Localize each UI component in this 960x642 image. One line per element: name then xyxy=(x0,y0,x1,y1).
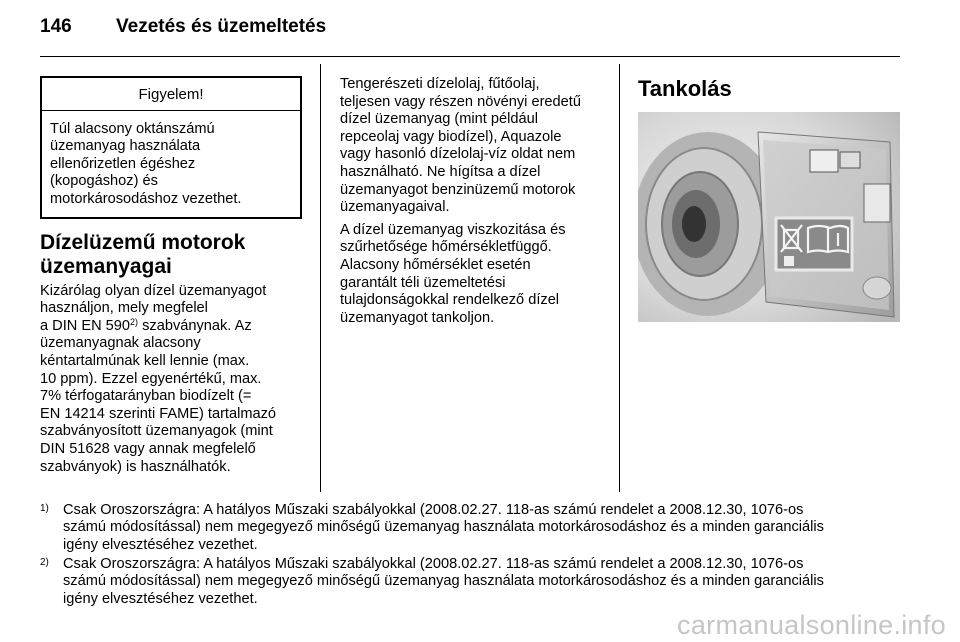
column-2 xyxy=(340,76,602,332)
footnote-text: Csak Oroszországra: A hatályos Műszaki szabályokkal (2008.02.27. 118-as számú rendelet a 2008.12.30, 1076-os számú módosítással) nem megegyező minőségű üzemanyag használata motorkárosodáshoz és a minden garanciális igény elvesztéséhez vezethet. xyxy=(63,502,824,553)
chapter-title: Vezetés és üzemeltetés xyxy=(116,16,327,37)
footnote-mark: 1) xyxy=(40,503,49,514)
warning-line: Túl alacsony oktánszámú xyxy=(50,120,215,137)
warning-box xyxy=(40,76,302,219)
watermark: carmanualsonline.info xyxy=(677,610,946,640)
column-1 xyxy=(40,76,302,476)
footnote-text: Csak Oroszországra: A hatályos Műszaki szabályokkal (2008.02.27. 118-as számú rendelet a 2008.12.30, 1076-os számú módosítással) nem megegyező minőségű üzemanyag használata motorkárosodáshoz és a minden garanciális igény elvesztéséhez vezethet. xyxy=(63,556,824,607)
diesel-fuel-heading: Dízelüzemű motorok üzemanyagai xyxy=(40,230,246,278)
page-number: 146 xyxy=(40,16,72,37)
warning-line: üzemanyag használata xyxy=(50,138,201,155)
header-rule xyxy=(40,56,900,57)
unsuitable-fuels-paragraph: Tengerészeti dízelolaj, fűtőolaj, teljesen vagy részen növényi eredetű dízel üzemanyag (mint például repceolaj vagy biodízel), Aquazole vagy hasonló dízelolaj-víz oldat nem használható. Ne hígítsa a dízel üzemanyagot benzinüzemű motorok üzemanyagaival. xyxy=(340,76,581,216)
warning-line: ellenőrizetlen égéshez xyxy=(50,155,196,172)
footnote-2 xyxy=(40,556,902,608)
footnote-mark: 2) xyxy=(40,557,49,568)
fuel-filler-photo xyxy=(638,112,900,322)
column-divider-2 xyxy=(619,64,620,492)
refueling-heading: Tankolás xyxy=(638,76,732,101)
warning-line: (kopogáshoz) és xyxy=(50,173,158,190)
footnote-1 xyxy=(40,502,902,554)
warning-title: Figyelem! xyxy=(42,78,300,111)
footnote-ref-2[interactable]: 2) xyxy=(130,316,139,327)
warning-line: motorkárosodáshoz vezethet. xyxy=(50,190,242,207)
column-divider-1 xyxy=(320,64,321,492)
viscosity-paragraph: A dízel üzemanyag viszkozitása és szűrhetősége hőmérsékletfüggő. Alacsony hőmérséklet esetén garantált téli üzemeltetési tulajdonságokkal rendelkező dízel üzemanyagot tankoljon. xyxy=(340,221,566,326)
column-3 xyxy=(638,76,900,322)
warning-text xyxy=(42,111,300,217)
diesel-fuel-paragraph: Kizárólag olyan dízel üzemanyagot használjon, mely megfelel a DIN EN 590$^{2)}$ szabványnak. Az üzemanyagnak alacsony kéntartalmúnak kell lennie (max. 10 ppm). Ezzel egyenértékű, max. 7% térfogatarányban biodízelt (= EN 14214 szerinti FAME) tartalmazó szabványosított üzemanyagok (mint DIN 51628 vagy annak megfelelő szabványok) is használhatók. xyxy=(40,282,277,475)
